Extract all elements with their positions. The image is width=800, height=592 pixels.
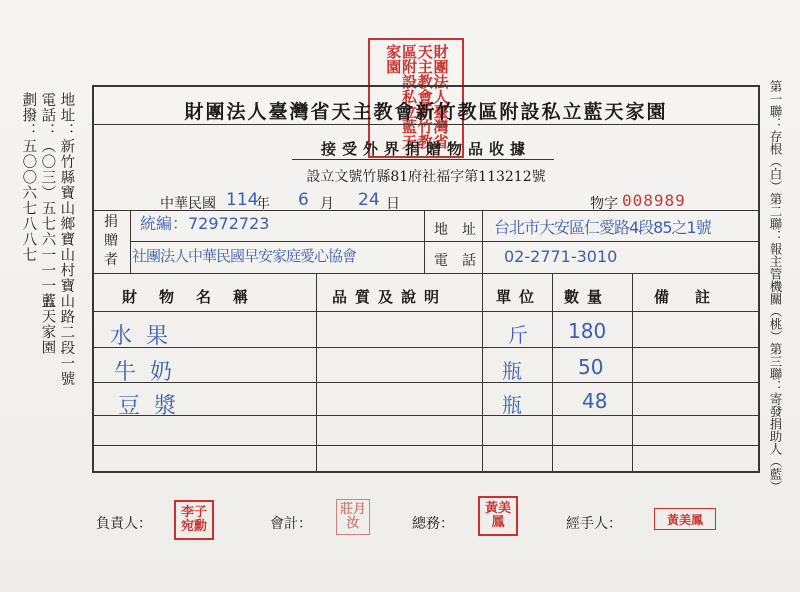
general-affairs-label: 總務： [412,516,454,532]
row-2-unit: 瓶 [502,359,522,383]
donor-label: 捐贈者 [104,214,118,268]
responsible-label: 負責人： [96,516,152,532]
organization-seal: 財團法人臺灣省天主教會新竹教區附設私立藍天家園 [368,38,464,158]
header-item: 財物名稱 [122,288,271,306]
date-day: 24 [358,190,380,210]
responsible-seal: 李子宛勳 [174,500,214,540]
receipt-number: 008989 [622,191,686,210]
row-3-unit: 瓶 [502,393,522,417]
copy-instructions: 第一聯：存根（白）第二聯：報主管機關（桃）第三聯：寄發捐助人（藍） [768,80,783,493]
form-title: 財團法人臺灣省天主教會新竹教區附設私立藍天家園 [184,101,668,123]
row-3-item: 豆漿 [118,394,191,419]
date-month-label: 月 [320,196,334,212]
row-1-item: 水果 [110,324,183,349]
approval-number: 設立文號竹縣81府社福字第113212號 [306,169,546,185]
address-label: 地址 [434,222,490,238]
donor-phone: 02-2771-3010 [504,247,618,266]
row-1-unit: 斤 [508,323,528,347]
form-subtitle: 接受外界捐贈物品收據 [320,140,531,158]
row-1-qty: 180 [568,319,607,343]
header-qty: 數量 [564,288,611,306]
donor-name: 社團法人中華民國早安家庭愛心協會 [132,247,357,265]
row-2-qty: 50 [578,355,604,379]
row-2-item: 牛奶 [114,360,187,385]
header-note: 備註 [654,288,737,306]
date-day-label: 日 [386,196,400,212]
handler-label: 經手人： [566,516,622,532]
handler-seal: 黃美鳳 [654,508,716,530]
org-name-vertical: 藍天家園 [39,293,56,355]
date-year-label: 年 [256,196,270,212]
donor-address: 台北市大安區仁愛路4段85之1號 [494,218,711,237]
org-address: 地址：新竹縣寶山鄉寶山村寶山路二段一號 [58,92,75,387]
phone-label: 電話 [434,253,490,269]
row-3-qty: 48 [582,389,608,413]
org-phone: 電話：（〇三）五七六一一一五 [39,92,56,309]
donor-tax-id: 統編：72972723 [140,214,270,233]
accounting-seal: 莊月汝 [336,499,370,535]
date-row [94,190,758,212]
date-month: 6 [298,190,309,210]
header-quality: 品質及說明 [332,288,448,306]
accounting-label: 會計： [270,516,312,532]
receipt-form [92,85,760,473]
header-unit: 單位 [496,288,543,306]
date-prefix: 中華民國 [160,196,216,212]
general-affairs-seal: 黃美鳳 [478,496,518,536]
receipt-label: 物字 [590,196,618,212]
org-transfer-account: 劃撥：五〇〇六七八八七 [20,92,37,263]
date-year: 114 [226,190,259,210]
